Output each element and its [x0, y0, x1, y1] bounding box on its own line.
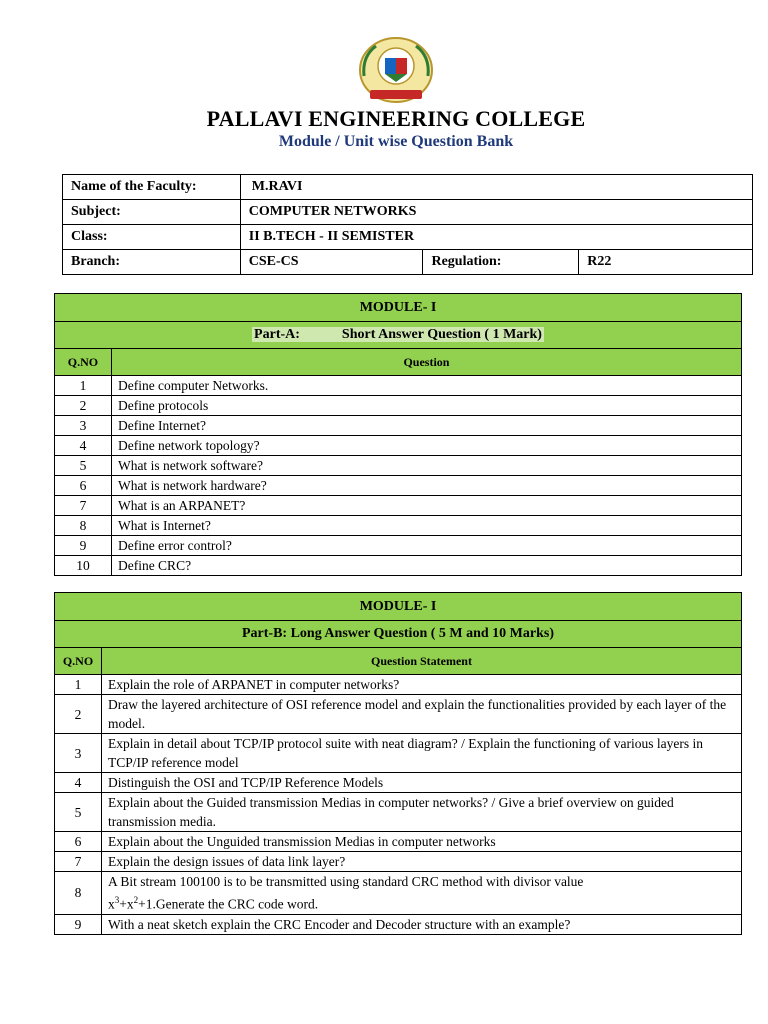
part-b-module-row: [55, 593, 742, 621]
table-row: [55, 416, 742, 436]
col-question-statement-header: Question Statement: [101, 648, 741, 675]
subject-value: COMPUTER NETWORKS: [240, 200, 752, 225]
question-number: 2: [55, 695, 102, 734]
faculty-value: M.RAVI: [240, 175, 752, 200]
part-b-title-row: [55, 621, 742, 648]
part-b-title: Part-B: Long Answer Question ( 5 M and 10 Marks): [55, 621, 742, 648]
part-b-module-title: MODULE- I: [55, 593, 742, 621]
question-number: 5: [55, 456, 112, 476]
question-text: Explain in detail about TCP/IP protocol suite with neat diagram? / Explain the functioning of various layers in TCP/IP reference model: [101, 734, 741, 773]
question-number: 3: [55, 416, 112, 436]
question-text: Define error control?: [111, 536, 741, 556]
question-number: 7: [55, 496, 112, 516]
table-row: [55, 734, 742, 773]
question-number: 1: [55, 376, 112, 396]
subject-row: [63, 200, 753, 225]
college-name: PALLAVI ENGINEERING COLLEGE: [206, 106, 586, 131]
question-number: 4: [55, 773, 102, 793]
table-row: [55, 556, 742, 576]
question-text: What is network software?: [111, 456, 741, 476]
question-number: 7: [55, 852, 102, 872]
exponent: 3: [114, 895, 120, 905]
question-text: What is Internet?: [111, 516, 741, 536]
question-bank-subtitle: Module / Unit wise Question Bank: [278, 133, 514, 150]
question-number: 9: [55, 536, 112, 556]
part-a-rows: [55, 376, 742, 576]
question-text: Define computer Networks.: [111, 376, 741, 396]
table-row: [55, 496, 742, 516]
branch-label: Branch:: [63, 250, 241, 275]
question-text: With a neat sketch explain the CRC Encoder and Decoder structure with an example?: [101, 914, 741, 934]
question-text: What is network hardware?: [111, 476, 741, 496]
question-text: [101, 872, 741, 915]
table-row: [55, 376, 742, 396]
subject-label: Subject:: [63, 200, 241, 225]
table-row: [55, 872, 742, 915]
regulation-value: R22: [579, 250, 753, 275]
part-a-module-title: MODULE- I: [55, 294, 742, 322]
question-number: 4: [55, 436, 112, 456]
part-b-rows: [55, 675, 742, 935]
table-row: [55, 476, 742, 496]
table-row: [55, 436, 742, 456]
question-line-1: A Bit stream 100100 is to be transmitted using standard CRC method with divisor value: [107, 874, 584, 889]
regulation-label: Regulation:: [423, 250, 579, 275]
question-text: Explain the design issues of data link layer?: [101, 852, 741, 872]
table-row: [55, 914, 742, 934]
table-row: [55, 852, 742, 872]
polynomial-x: x: [107, 896, 115, 912]
exponent: 2: [133, 895, 139, 905]
table-row: [55, 773, 742, 793]
table-row: [55, 675, 742, 695]
question-number: 1: [55, 675, 102, 695]
part-b-header-row: [55, 648, 742, 675]
question-number: 8: [55, 516, 112, 536]
polynomial-plus: +x: [119, 896, 134, 912]
question-tail: +1.Generate the CRC code word.: [138, 896, 319, 912]
table-row: [55, 456, 742, 476]
question-number: 9: [55, 914, 102, 934]
branch-value: CSE-CS: [240, 250, 423, 275]
question-number: 5: [55, 793, 102, 832]
question-number: 8: [55, 872, 102, 915]
col-question-header: Question: [111, 349, 741, 376]
part-a-header-row: [55, 349, 742, 376]
question-text: Define network topology?: [111, 436, 741, 456]
part-b-table: [54, 592, 742, 935]
question-text: Define CRC?: [111, 556, 741, 576]
question-text: Define Internet?: [111, 416, 741, 436]
branch-row: [63, 250, 753, 275]
question-text: Distinguish the OSI and TCP/IP Reference Models: [101, 773, 741, 793]
table-row: [55, 793, 742, 832]
part-a-module-row: [55, 294, 742, 322]
part-a-label: Part-A: Short Answer Question ( 1 Mark): [254, 327, 542, 342]
table-row: [55, 832, 742, 852]
table-row: [55, 536, 742, 556]
question-number: 10: [55, 556, 112, 576]
course-info-table: [62, 174, 753, 275]
question-text: Define protocols: [111, 396, 741, 416]
part-a-title-row: [55, 322, 742, 349]
table-row: [55, 516, 742, 536]
question-text: Explain the role of ARPANET in computer networks?: [101, 675, 741, 695]
faculty-row: [63, 175, 753, 200]
question-text: Explain about the Unguided transmission Medias in computer networks: [101, 832, 741, 852]
table-row: [55, 396, 742, 416]
question-text: Explain about the Guided transmission Medias in computer networks? / Give a brief overview on guided transmission media.: [101, 793, 741, 832]
question-text: Draw the layered architecture of OSI reference model and explain the functionalities provided by each layer of the model.: [101, 695, 741, 734]
question-number: 3: [55, 734, 102, 773]
question-number: 6: [55, 832, 102, 852]
class-value: II B.TECH - II SEMISTER: [240, 225, 752, 250]
college-emblem-logo: [356, 36, 436, 106]
col-qno-header: Q.NO: [55, 648, 102, 675]
faculty-label: Name of the Faculty:: [63, 175, 241, 200]
col-qno-header: Q.NO: [55, 349, 112, 376]
class-row: [63, 225, 753, 250]
question-number: 6: [55, 476, 112, 496]
question-text: What is an ARPANET?: [111, 496, 741, 516]
class-label: Class:: [63, 225, 241, 250]
part-a-table: [54, 293, 742, 576]
table-row: [55, 695, 742, 734]
question-number: 2: [55, 396, 112, 416]
